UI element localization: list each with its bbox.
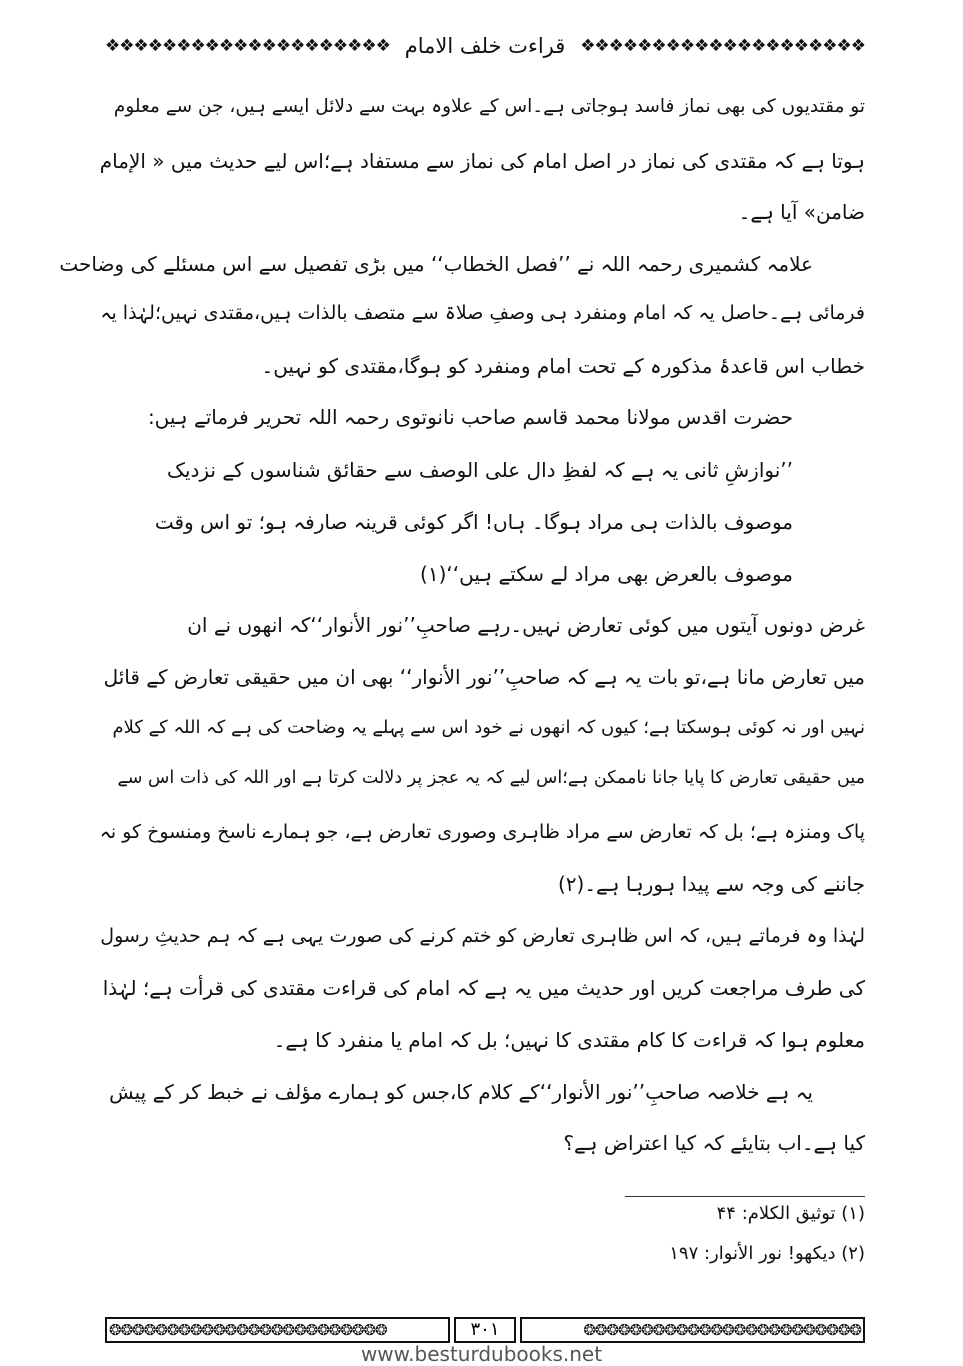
page-header <box>105 32 865 60</box>
quote-line: ’’نوازشِ ثانی یہ ہے کہ لفظِ دال علی الوصف سے حقائق شناسوں کے نزدیک <box>166 458 793 482</box>
body-line: جاننے کی وجہ سے پیدا ہورہا ہے۔(۲) <box>557 872 865 896</box>
body-line: کیا ہے۔اب بتایئے کہ کیا اعتراض ہے؟ <box>563 1131 865 1155</box>
body-line: میں حقیقی تعارض کا پایا جانا ناممکن ہے؛اس لیے کہ یہ عجز پر دلالت کرتا ہے اور اللہ کی ذات اس سے <box>117 768 865 788</box>
body-line: تو مقتدیوں کی بھی نماز فاسد ہوجاتی ہے۔اس کے علاوہ بہت سے دلائل ایسے ہیں، جن سے معلوم <box>113 96 865 117</box>
footnote-2: (۲) دیکھو! نور الأنوار: ۱۹۷ <box>669 1243 865 1264</box>
footnote-separator <box>625 1196 865 1197</box>
body-line: ہوتا ہے کہ مقتدی کی نماز در اصل امام کی نماز سے مستفاد ہے؛اس لیے حدیث میں « الإمام <box>99 149 865 173</box>
body-line: پاک ومنزہ ہے؛ بل کہ تعارض سے مراد ظاہری وصوری تعارض ہے، جو ہمارے ناسخ ومنسوخ کو نہ <box>99 821 865 843</box>
quote-line: موصوف بالذات ہی مراد ہوگا۔ ہاں! اگر کوئی قرینہ صارفہ ہو؛ تو اس وقت <box>154 510 793 534</box>
body-line: یہ ہے خلاصہ صاحبِ’’نور الأنوار‘‘کے کلام کا،جس کو ہمارے مؤلف نے خبط کر کے پیش <box>109 1080 813 1104</box>
body-line: فرمائی ہے۔حاصل یہ کہ امام ومنفرد ہی وصفِ صلاۃ سے متصف بالذات ہیں،مقتدی نہیں؛لہٰذا یہ <box>100 302 865 324</box>
body-line: خطاب اس قاعدۂ مذکورہ کے تحت امام ومنفرد کو ہوگا،مقتدی کو نہیں۔ <box>261 354 865 378</box>
body-line: میں تعارض مانا ہے،تو بات یہ ہے کہ صاحبِ’’نور الأنوار‘‘ بھی ان میں حقیقی تعارض کے قائل <box>103 665 865 689</box>
body-line: غرض دونوں آیتوں میں کوئی تعارض نہیں۔رہے صاحبِ’’نور الأنوار‘‘کہ انھوں نے ان <box>187 613 865 637</box>
footer-ornament-right: ❂❂❂❂❂❂❂❂❂❂❂❂❂❂❂❂❂❂❂❂❂❂❂❂ <box>520 1317 865 1343</box>
header-ornament-left: ❖❖❖❖❖❖❖❖❖❖❖❖❖❖❖❖❖❖❖❖ <box>105 36 390 56</box>
running-title: قراءت خلف الامام <box>404 34 566 58</box>
footer-ornament-left: ❂❂❂❂❂❂❂❂❂❂❂❂❂❂❂❂❂❂❂❂❂❂❂❂ <box>105 1317 450 1343</box>
body-line: لہٰذا وہ فرماتے ہیں، کہ اس ظاہری تعارض کو ختم کرنے کی صورت یہی ہے کہ ہم حدیثِ رسول <box>100 925 865 947</box>
body-line: ضامن» آیا ہے۔ <box>738 200 865 224</box>
body-line: معلوم ہوا کہ قراءت کا کام مقتدی کا نہیں؛ بل کہ امام یا منفرد کا ہے۔ <box>273 1028 865 1052</box>
body-line: کی طرف مراجعت کریں اور حدیث میں یہ ہے کہ امام کی قراءت مقتدی کی قرأت ہے؛ لہٰذا <box>102 976 865 1000</box>
body-line: نہیں اور نہ کوئی ہوسکتا ہے؛ کیوں کہ انھوں نے خود اس سے پہلے یہ وضاحت کی ہے کہ اللہ کے کلام <box>112 717 865 738</box>
page-footer <box>105 1315 865 1345</box>
quote-line: موصوف بالعرض بھی مراد لے سکتے ہیں‘‘(۱) <box>420 562 793 586</box>
footnote-1: (۱) توثیق الکلام: ۴۴ <box>716 1203 865 1224</box>
quote-intro-line: حضرت اقدس مولانا محمد قاسم صاحب نانوتوی رحمہ اللہ تحریر فرماتے ہیں: <box>147 405 793 429</box>
watermark-url: www.besturdubooks.net <box>360 1342 603 1366</box>
body-line: علامہ کشمیری رحمہ اللہ نے ’’فصل الخطاب‘‘ میں بڑی تفصیل سے اس مسئلے کی وضاحت <box>59 252 813 276</box>
page-number: ۳۰۱ <box>454 1317 516 1343</box>
header-ornament-right: ❖❖❖❖❖❖❖❖❖❖❖❖❖❖❖❖❖❖❖❖ <box>580 36 865 56</box>
